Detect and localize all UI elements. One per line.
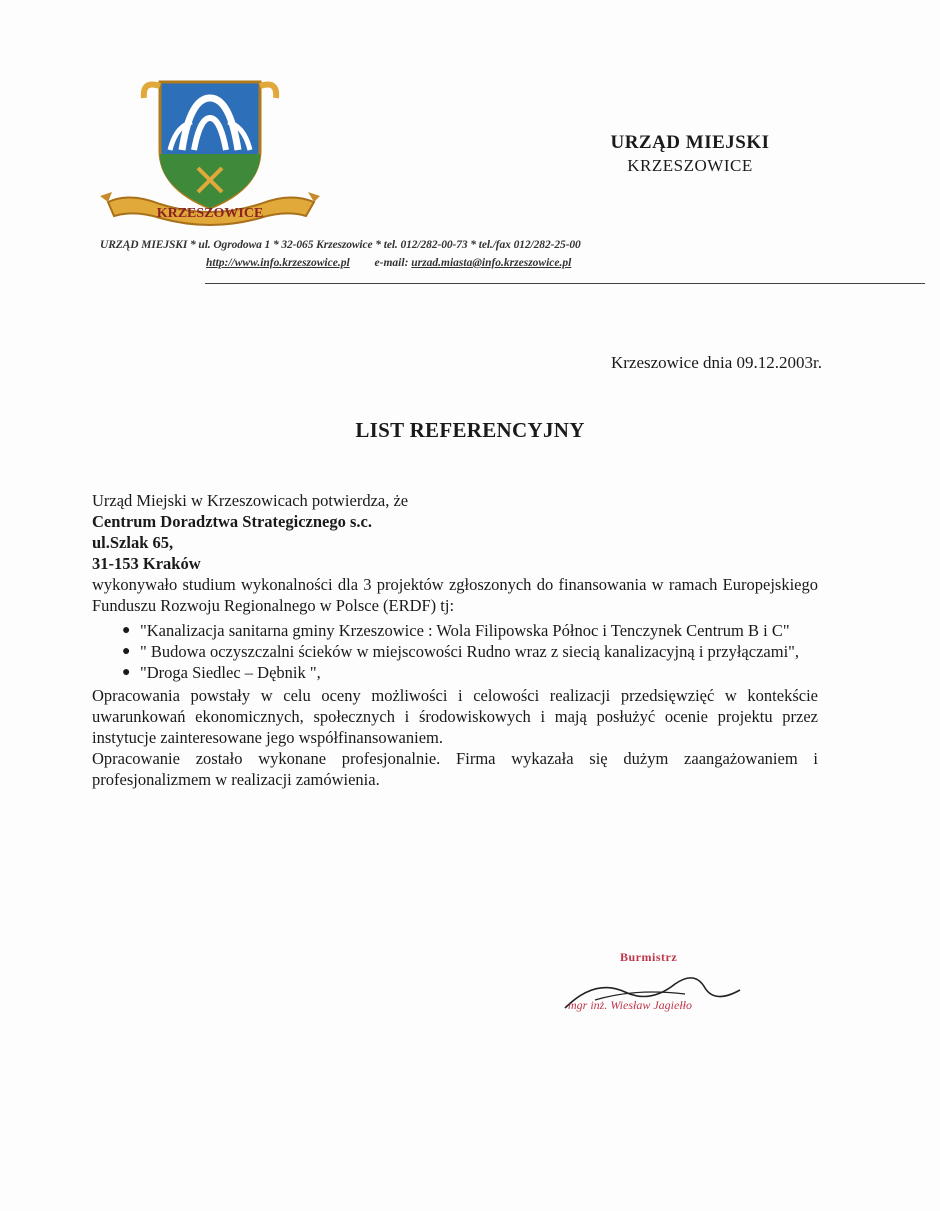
projects-list bbox=[92, 620, 818, 683]
email-link[interactable]: urzad.miasta@info.krzeszowice.pl bbox=[411, 257, 572, 269]
contact-address: URZĄD MIEJSKI * ul. Ogrodowa 1 * 32-065 Krzeszowice * tel. 012/282-00-73 * tel./fax 012/282-25-00 bbox=[100, 239, 581, 251]
paragraph-scope: wykonywało studium wykonalności dla 3 projektów zgłoszonych do finansowania w ramach Europejskiego Funduszu Rozwoju Regionalnego w Polsce (ERDF) tj: bbox=[92, 575, 818, 615]
bullet-icon: ● bbox=[122, 623, 131, 638]
handwritten-signature bbox=[555, 948, 795, 1028]
office-line1: URZĄD MIEJSKI bbox=[610, 132, 770, 153]
letter-body bbox=[92, 490, 818, 790]
letter-title: LIST REFERENCYJNY bbox=[355, 418, 585, 442]
list-item: ● "Kanalizacja sanitarna gminy Krzeszowice : Wola Filipowska Północ i Tenczynek Centrum B i C" bbox=[122, 621, 790, 640]
letterhead-contact bbox=[100, 239, 825, 269]
office-line2: KRZESZOWICE bbox=[627, 156, 753, 175]
contact-web-email bbox=[100, 257, 825, 269]
signature-title: Burmistrz bbox=[620, 950, 678, 964]
letterhead-divider bbox=[205, 283, 925, 284]
website-link[interactable]: http://www.info.krzeszowice.pl bbox=[206, 257, 350, 269]
office-name bbox=[560, 132, 820, 176]
bullet-icon: ● bbox=[122, 665, 131, 680]
svg-text:KRZESZOWICE: KRZESZOWICE bbox=[156, 206, 264, 221]
coat-of-arms-logo bbox=[100, 70, 320, 230]
intro-line: Urząd Miejski w Krzeszowicach potwierdza, że bbox=[92, 491, 409, 510]
company-street: ul.Szlak 65, bbox=[92, 533, 174, 552]
signatory-name: mgr inż. Wiesław Jagiełło bbox=[568, 998, 692, 1012]
list-item: ● "Droga Siedlec – Dębnik ", bbox=[122, 663, 321, 682]
company-name: Centrum Doradztwa Strategicznego s.c. bbox=[92, 512, 372, 531]
bullet-icon: ● bbox=[122, 644, 131, 659]
letter-date: Krzeszowice dnia 09.12.2003r. bbox=[610, 353, 822, 372]
list-item: ● " Budowa oczyszczalni ścieków w miejscowości Rudno wraz z siecią kanalizacyjną i przyłączami", bbox=[122, 642, 800, 661]
company-city: 31-153 Kraków bbox=[92, 554, 201, 573]
paragraph-purpose: Opracowania powstały w celu oceny możliwości i celowości realizacji przedsięwzięć w kontekście uwarunkowań ekonomicznych, społecznych i środowiskowych i mają posłużyć ocenie projektu przez instytucje zainteresowane jego współfinansowaniem. bbox=[92, 686, 818, 747]
paragraph-assessment: Opracowanie zostało wykonane profesjonalnie. Firma wykazała się dużym zaangażowaniem i profesjonalizmem w realizacji zamówienia. bbox=[92, 749, 818, 789]
email-label: e-mail: bbox=[374, 257, 409, 269]
